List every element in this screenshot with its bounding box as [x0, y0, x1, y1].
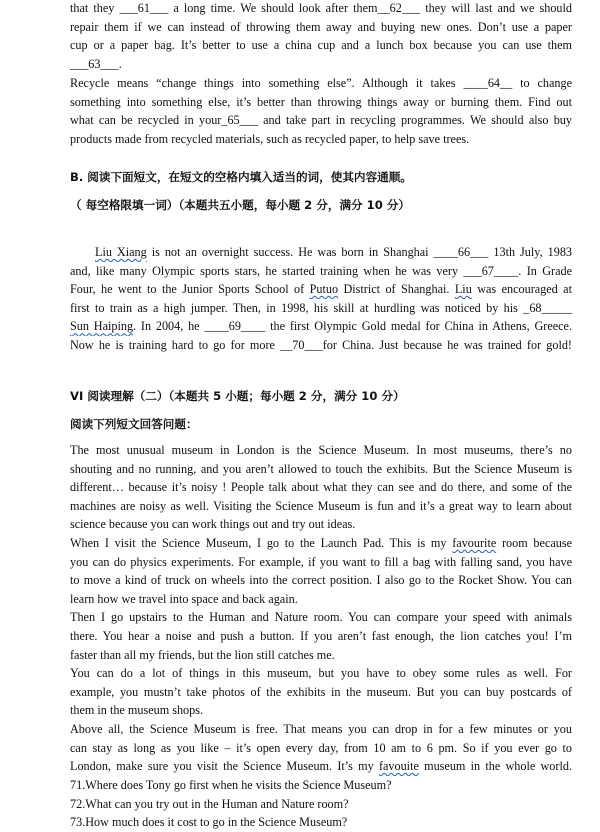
passage-line: cup or a paper bag. It’s better to use a china cup and a lunch box because you can use them	[70, 38, 572, 53]
passage-line: products made from recycled materials, such as recycled paper, to help save trees.	[70, 131, 470, 146]
question-list	[70, 776, 572, 832]
passage-line: Above all, the Science Museum is free. That means you can drop in for a few minutes or you	[70, 721, 572, 736]
passage-liu-xiang	[70, 243, 572, 355]
section-vi-heading	[70, 385, 572, 435]
passage-line: repair them if we can instead of throwing them away and buying new ones. Don’t use a paper	[70, 19, 572, 34]
passage-line: you can do physics experiments. For example, if you want to fill a bag with falling sand, you have	[70, 554, 572, 569]
passage-line: what can be recycled in your_65___ and take part in recycling programmes. We should also buy	[70, 113, 572, 128]
name-sun-haiping: Sun Haiping	[70, 319, 134, 334]
section-b-heading	[70, 166, 572, 216]
passage-line: to move a kind of truck on wheels into the correct position. I also go to the Rocket Show. You can	[70, 573, 572, 588]
passage-line: shouting and no running, and you aren’t allowed to touch the exhibits. But the Science Museum is	[70, 461, 572, 476]
passage-line: faster than all my friends, but the lion still catches me.	[70, 647, 335, 662]
passage-science-museum	[70, 441, 572, 776]
passage-line: there. You hear a noise and push a button. If you aren’t fast enough, the lion catches you! I’m	[70, 628, 572, 643]
passage-recycling-part1	[70, 0, 572, 73]
passage-line: You can do a lot of things in this museum, but you have to obey some rules as well. For	[70, 666, 572, 681]
passage-line: them in the museum shops.	[70, 703, 204, 718]
passage-line: ___63___.	[70, 56, 122, 71]
passage-line: example, you mustn’t take photos of the exhibits in the museum. But you can buy postcards of	[70, 684, 572, 699]
passage-line: can stay as long as you like – it’s open every day, from 10 am to 6 pm. So if you ever go to	[70, 740, 572, 755]
passage-line: something into something else, it’s better than throwing things away or burning them. Find out	[70, 94, 572, 109]
passage-line: Four, he went to the Junior Sports School of Putuo District of Shanghai. Liu was encouraged at	[70, 282, 572, 297]
question-73: 73.How much does it cost to go in the Science Museum?	[70, 815, 348, 830]
passage-line: Recycle means “change things into something else”. Although it takes ____64__ to change	[70, 76, 572, 90]
passage-line: Sun Haiping. In 2004, he ____69____ the first Olympic Gold medal for China in Athens, Greece.	[70, 319, 572, 334]
name-putuo: Putuo	[309, 282, 339, 297]
passage-line: London, make sure you visit the Science Museum. It’s my favouite museum in the whole world.	[70, 759, 572, 774]
passage-line: first to train as a high jumper. Then, in 1998, his skill at hurdling was noticed by his _68_____	[70, 300, 572, 315]
question-72: 72.What can you try out in the Human and Nature room?	[70, 796, 349, 811]
passage-line: science because you can work things out and try out ideas.	[70, 517, 356, 532]
section-vi-title: VI 阅读理解（二）（本题共 5 小题；每小题 2 分，满分 10 分）	[70, 389, 405, 403]
passage-line: Then I go upstairs to the Human and Nature room. You can compare your speed with animals	[70, 610, 572, 625]
passage-recycling-part2	[70, 74, 572, 148]
passage-line: When I visit the Science Museum, I go to the Launch Pad. This is my favourite room because	[70, 535, 572, 550]
word-favourite: favourite	[452, 535, 497, 550]
passage-line: machines are noisy as well. Visiting the Science Museum is fun and it’s a great way to learn about	[70, 498, 572, 513]
passage-line: different… because it’s noisy ! People talk about what they can see and do there, and some of the	[70, 480, 572, 495]
question-71: 71.Where does Tony go first when he visits the Science Museum?	[70, 778, 392, 792]
passage-line: and, like many Olympic sports stars, he started training when he was very ___67____. In Grade	[70, 263, 572, 278]
passage-line: learn how we travel into space and back again.	[70, 591, 298, 606]
section-b-subtitle: （ 每空格限填一词）（本题共五小题，每小题 2 分，满分 10 分）	[70, 198, 411, 212]
name-liu-xiang: Liu Xiang	[95, 245, 147, 259]
passage-line: Liu Xiang is not an overnight success. He was born in Shanghai ____66___ 13th July, 1983	[95, 245, 572, 259]
passage-line: that they ___61___ a long time. We should look after them__62___ they will last and we should	[70, 1, 572, 15]
section-b-title: B. 阅读下面短文，在短文的空格内填入适当的词，使其内容通顺。	[70, 170, 412, 184]
passage-line: The most unusual museum in London is the Science Museum. In most museums, there’s no	[70, 443, 572, 457]
name-liu: Liu	[454, 282, 472, 297]
word-favouite: favouite	[378, 759, 419, 774]
section-vi-instruction: 阅读下列短文回答问题：	[70, 417, 198, 431]
passage-line: Now he is training hard to go for more __70___for China. Just because he was trained for gold!	[70, 337, 572, 352]
